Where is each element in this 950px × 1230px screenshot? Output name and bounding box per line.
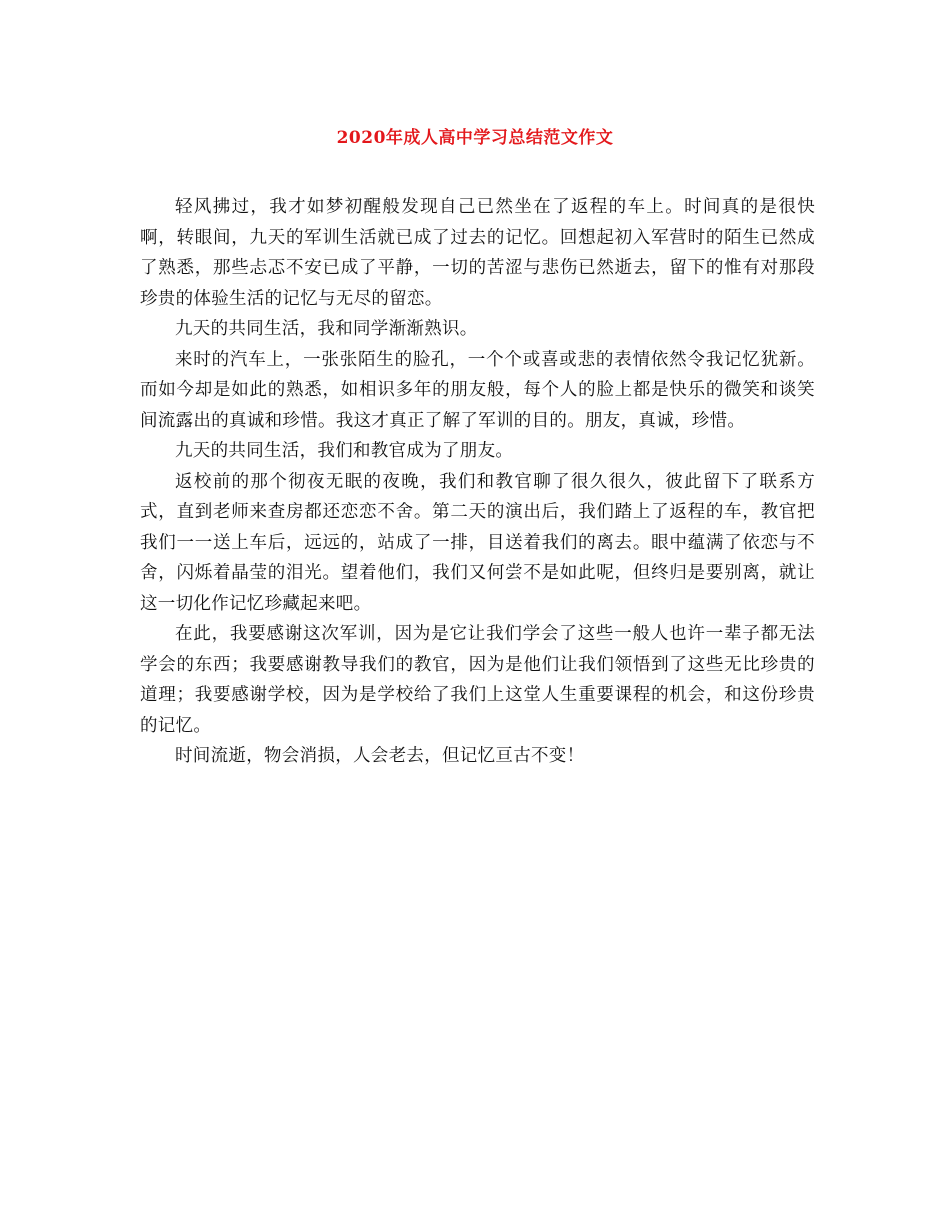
- paragraph: 在此，我要感谢这次军训，因为是它让我们学会了这些一般人也许一辈子都无法学会的东西；我要感谢教导我们的教官，因为是他们让我们领悟到了这些无比珍贵的道理；我要感谢学校，因为是学校给了我们上这堂人生重要课程的机会，和这份珍贵的记忆。: [140, 624, 815, 736]
- paragraph: 返校前的那个彻夜无眠的夜晚，我们和教官聊了很久很久，彼此留下了联系方式，直到老师来查房都还恋恋不舍。第二天的演出后，我们踏上了返程的车，教官把我们一一送上车后，远远的，站成了一排，目送着我们的离去。眼中蕴满了依恋与不舍，闪烁着晶莹的泪光。望着他们，我们又何尝不是如此呢，但终归是要别离，就让这一切化作记忆珍藏起来吧。: [140, 471, 815, 614]
- paragraph: 九天的共同生活，我和同学渐渐熟识。: [175, 319, 478, 339]
- paragraph: 来时的汽车上，一张张陌生的脸孔，一个个或喜或悲的表情依然令我记忆犹新。而如今却是如此的熟悉，如相识多年的朋友般，每个人的脸上都是快乐的微笑和谈笑间流露出的真诚和珍惜。我这才真正了解了军训的目的。朋友，真诚，珍惜。: [140, 349, 815, 431]
- document-title: 2020年成人高中学习总结范文作文: [336, 128, 614, 148]
- paragraph: 时间流逝，物会消损，人会老去，但记忆亘古不变！: [175, 746, 585, 766]
- paragraph: 轻风拂过，我才如梦初醒般发现自己已然坐在了返程的车上。时间真的是很快啊，转眼间，九天的军训生活就已成了过去的记忆。回想起初入军营时的陌生已然成了熟悉，那些忐忑不安已成了平静，一切的苦涩与悲伤已然逝去，留下的惟有对那段珍贵的体验生活的记忆与无尽的留恋。: [140, 197, 815, 309]
- document-body: [140, 192, 815, 772]
- paragraph: 九天的共同生活，我们和教官成为了朋友。: [175, 441, 514, 461]
